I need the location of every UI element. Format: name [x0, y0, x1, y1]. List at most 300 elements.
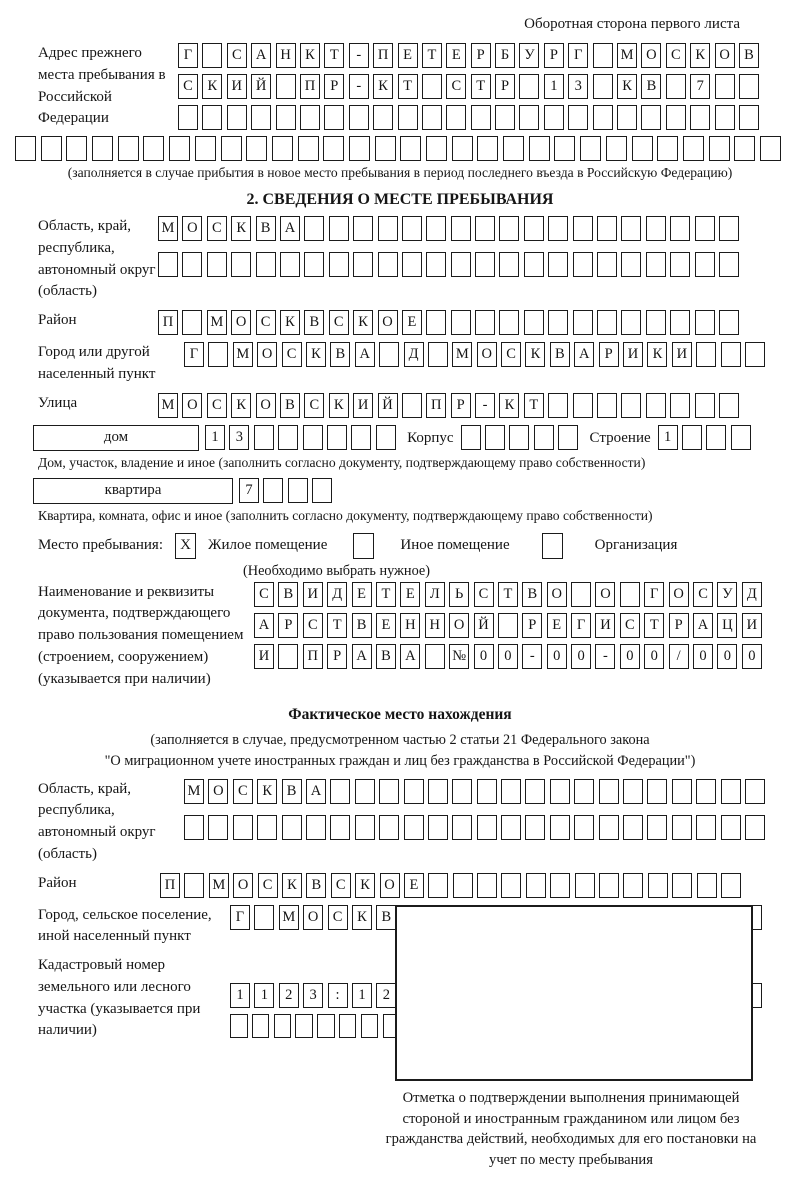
actual-region-block: [0, 779, 800, 866]
char-box: 2: [376, 983, 396, 1008]
char-box: [351, 425, 371, 450]
char-box: [288, 478, 308, 503]
char-box: К: [690, 43, 710, 68]
char-box: С: [256, 310, 276, 335]
char-box: [404, 815, 424, 840]
char-box: [573, 393, 593, 418]
char-box: Р: [278, 613, 298, 638]
char-box: Р: [599, 342, 619, 367]
char-box: Г: [644, 582, 664, 607]
char-box: Н: [400, 613, 420, 638]
char-box: Ц: [717, 613, 737, 638]
char-box: [208, 342, 228, 367]
char-box: 0: [620, 644, 640, 669]
char-box: К: [617, 74, 637, 99]
actual-location-note: [0, 730, 800, 771]
char-box: [475, 216, 495, 241]
char-box: [544, 105, 564, 130]
char-box: [498, 613, 518, 638]
char-box: [379, 815, 399, 840]
actual-city-label: Город, сельское поселение, иной населенный пункт: [38, 906, 212, 945]
char-box: М: [209, 873, 229, 898]
char-box: [574, 815, 594, 840]
char-box: 1: [230, 983, 250, 1008]
char-box: [623, 815, 643, 840]
header-note: Оборотная сторона первого листа: [524, 16, 740, 32]
char-box: [524, 216, 544, 241]
char-box: [548, 252, 568, 277]
char-box: М: [158, 216, 178, 241]
char-box: [573, 310, 593, 335]
actual-district-block: [0, 873, 800, 898]
char-box: Т: [376, 582, 396, 607]
char-box: [428, 779, 448, 804]
stroenie-cells: [658, 425, 756, 450]
char-box: [373, 105, 393, 130]
char-box: В: [256, 216, 276, 241]
char-box: [597, 393, 617, 418]
char-box: [632, 136, 653, 161]
char-box: [233, 815, 253, 840]
char-box: Р: [471, 43, 491, 68]
char-box: 7: [690, 74, 710, 99]
char-box: [451, 310, 471, 335]
char-box: [361, 1014, 379, 1038]
char-grid-row: [254, 582, 766, 607]
char-box: [593, 43, 613, 68]
char-box: [329, 252, 349, 277]
char-box: [646, 216, 666, 241]
char-box: Г: [184, 342, 204, 367]
region-grid: [158, 216, 743, 277]
char-box: Е: [398, 43, 418, 68]
char-box: [606, 136, 627, 161]
char-box: 0: [474, 644, 494, 669]
char-box: [501, 873, 521, 898]
char-box: С: [693, 582, 713, 607]
char-box: [719, 252, 739, 277]
char-box: К: [355, 873, 375, 898]
char-box: [231, 252, 251, 277]
char-box: [672, 815, 692, 840]
actual-region-label: Область, край, республика, автономный округ (область): [38, 780, 156, 862]
char-box: [550, 873, 570, 898]
char-box: [330, 779, 350, 804]
house-row: [0, 425, 800, 451]
char-box: [422, 105, 442, 130]
char-box: И: [227, 74, 247, 99]
char-box: [550, 779, 570, 804]
char-box: И: [623, 342, 643, 367]
district-label: Район: [38, 312, 77, 328]
city-block: [0, 342, 800, 386]
char-box: [230, 1014, 248, 1038]
char-box: Е: [400, 582, 420, 607]
char-box: У: [717, 582, 737, 607]
char-box: О: [715, 43, 735, 68]
char-box: В: [739, 43, 759, 68]
char-box: К: [499, 393, 519, 418]
char-box: 1: [352, 983, 372, 1008]
char-box: Е: [402, 310, 422, 335]
note-line-1: (заполняется в случае, предусмотренном частью 2 статьи 21 Федерального закона: [150, 732, 650, 749]
char-box: О: [378, 310, 398, 335]
char-box: [745, 342, 765, 367]
char-box: [451, 252, 471, 277]
region-block: [0, 216, 800, 303]
char-box: 1: [658, 425, 678, 450]
char-box: 1: [254, 983, 274, 1008]
char-box: [15, 136, 36, 161]
char-box: [446, 105, 466, 130]
char-box: [548, 393, 568, 418]
char-box: [475, 252, 495, 277]
char-box: [428, 342, 448, 367]
char-box: [731, 425, 751, 450]
char-box: О: [233, 873, 253, 898]
char-box: [695, 393, 715, 418]
char-box: П: [426, 393, 446, 418]
char-box: 7: [239, 478, 259, 503]
char-box: [721, 779, 741, 804]
char-box: Н: [276, 43, 296, 68]
char-box: [721, 342, 741, 367]
char-box: [646, 310, 666, 335]
city-label: Город или другой населенный пункт: [38, 344, 156, 382]
char-box: [721, 873, 741, 898]
char-box: М: [452, 342, 472, 367]
char-box: А: [280, 216, 300, 241]
char-box: Е: [404, 873, 424, 898]
char-box: [695, 216, 715, 241]
char-box: [184, 873, 204, 898]
char-box: К: [352, 905, 372, 930]
char-box: [501, 815, 521, 840]
char-box: С: [258, 873, 278, 898]
char-box: [254, 425, 274, 450]
char-box: [519, 105, 539, 130]
char-box: М: [617, 43, 637, 68]
option-other-premises-label: Иное помещение: [400, 537, 510, 553]
char-box: [524, 310, 544, 335]
char-box: К: [525, 342, 545, 367]
char-box: [657, 136, 678, 161]
char-box: [276, 105, 296, 130]
char-box: С: [329, 310, 349, 335]
char-box: И: [353, 393, 373, 418]
char-box: [647, 779, 667, 804]
char-box: [426, 136, 447, 161]
char-box: [715, 105, 735, 130]
char-box: В: [641, 74, 661, 99]
char-box: О: [547, 582, 567, 607]
prev-address-grid: [178, 43, 763, 130]
note-line-2: "О миграционном учете иностранных граждан и лиц без гражданства в Российской Федерации"): [104, 752, 696, 769]
char-box: Т: [324, 43, 344, 68]
actual-district-label: Район: [38, 874, 77, 891]
char-box: [278, 425, 298, 450]
char-box: [695, 310, 715, 335]
char-box: [501, 779, 521, 804]
char-box: Р: [522, 613, 542, 638]
char-box: У: [519, 43, 539, 68]
char-box: -: [349, 74, 369, 99]
char-box: [92, 136, 113, 161]
char-box: М: [184, 779, 204, 804]
char-box: Т: [422, 43, 442, 68]
char-box: :: [328, 983, 348, 1008]
char-box: 2: [279, 983, 299, 1008]
char-box: [327, 425, 347, 450]
char-box: М: [158, 393, 178, 418]
char-box: О: [182, 393, 202, 418]
char-box: В: [280, 393, 300, 418]
char-box: [169, 136, 190, 161]
char-box: [696, 815, 716, 840]
char-box: [453, 873, 473, 898]
char-box: [349, 136, 370, 161]
char-box: [524, 252, 544, 277]
house-label-box: дом: [33, 425, 199, 451]
char-box: [719, 393, 739, 418]
char-box: -: [522, 644, 542, 669]
char-box: Н: [425, 613, 445, 638]
char-box: [475, 310, 495, 335]
char-box: О: [641, 43, 661, 68]
char-box: [306, 815, 326, 840]
actual-region-grid: [184, 779, 769, 840]
char-box: [670, 252, 690, 277]
char-box: [118, 136, 139, 161]
char-box: [272, 136, 293, 161]
char-box: Т: [327, 613, 347, 638]
char-box: [670, 393, 690, 418]
apartment-cells: [239, 478, 337, 503]
char-box: С: [282, 342, 302, 367]
char-box: О: [449, 613, 469, 638]
char-box: К: [647, 342, 667, 367]
char-box: [499, 252, 519, 277]
char-box: А: [574, 342, 594, 367]
char-box: [477, 779, 497, 804]
char-box: В: [282, 779, 302, 804]
char-box: [379, 779, 399, 804]
char-box: [263, 478, 283, 503]
char-box: [339, 1014, 357, 1038]
char-box: А: [400, 644, 420, 669]
char-box: [672, 779, 692, 804]
char-box: [477, 873, 497, 898]
char-box: [400, 136, 421, 161]
char-box: [317, 1014, 335, 1038]
char-box: А: [693, 613, 713, 638]
char-box: [295, 1014, 313, 1038]
char-box: [329, 216, 349, 241]
char-box: В: [278, 582, 298, 607]
district-block: [0, 310, 800, 335]
document-label: Наименование и реквизиты документа, подтверждающего право пользования помещением (строением, сооружением) (указывается при наличии): [38, 583, 244, 687]
char-box: А: [251, 43, 271, 68]
char-box: [580, 136, 601, 161]
document-grid: [254, 582, 766, 669]
char-grid-row: [158, 393, 743, 418]
char-box: О: [380, 873, 400, 898]
char-box: [760, 136, 781, 161]
char-grid-row: [184, 779, 769, 804]
char-box: [428, 873, 448, 898]
char-box: [568, 105, 588, 130]
char-box: [353, 216, 373, 241]
char-box: [452, 779, 472, 804]
document-block: [0, 582, 800, 691]
char-box: [280, 252, 300, 277]
char-box: [312, 478, 332, 503]
char-box: [202, 43, 222, 68]
char-box: К: [300, 43, 320, 68]
char-box: Ь: [449, 582, 469, 607]
char-box: [599, 873, 619, 898]
actual-location-title: Фактическое место нахождения: [288, 706, 512, 724]
char-box: М: [233, 342, 253, 367]
char-grid-row: [254, 613, 766, 638]
checkbox-organization: [542, 533, 563, 559]
char-box: [402, 393, 422, 418]
char-box: В: [330, 342, 350, 367]
char-box: [349, 105, 369, 130]
char-box: [641, 105, 661, 130]
char-box: [696, 342, 716, 367]
char-box: [355, 815, 375, 840]
char-box: [593, 74, 613, 99]
char-box: [254, 905, 274, 930]
char-box: О: [595, 582, 615, 607]
char-box: [477, 815, 497, 840]
char-grid-row: [178, 105, 763, 130]
char-grid-row: [184, 815, 769, 840]
char-box: [426, 216, 446, 241]
stay-type-label: Место пребывания:: [38, 537, 163, 553]
char-box: С: [303, 613, 323, 638]
char-box: [499, 310, 519, 335]
char-box: [709, 136, 730, 161]
char-box: [721, 815, 741, 840]
char-grid-row: [178, 43, 763, 68]
char-box: К: [353, 310, 373, 335]
char-box: С: [446, 74, 466, 99]
char-box: [426, 310, 446, 335]
char-box: 3: [568, 74, 588, 99]
char-box: [648, 873, 668, 898]
char-box: [646, 393, 666, 418]
char-box: О: [231, 310, 251, 335]
char-box: А: [352, 644, 372, 669]
char-box: [574, 779, 594, 804]
char-box: [690, 105, 710, 130]
checkbox-other-premises: [353, 533, 374, 559]
char-box: К: [373, 74, 393, 99]
char-box: Е: [376, 613, 396, 638]
char-box: [623, 873, 643, 898]
char-box: [499, 216, 519, 241]
char-box: [304, 216, 324, 241]
char-box: [353, 252, 373, 277]
char-box: О: [182, 216, 202, 241]
char-box: [276, 74, 296, 99]
char-box: [719, 216, 739, 241]
char-box: [41, 136, 62, 161]
char-box: Й: [251, 74, 271, 99]
char-box: М: [207, 310, 227, 335]
char-box: [485, 425, 505, 450]
char-box: Е: [446, 43, 466, 68]
char-box: [647, 815, 667, 840]
char-box: [461, 425, 481, 450]
char-box: [621, 252, 641, 277]
char-box: [471, 105, 491, 130]
char-box: Т: [644, 613, 664, 638]
char-box: О: [208, 779, 228, 804]
char-box: [402, 252, 422, 277]
stay-type-row: [0, 533, 800, 559]
char-box: [519, 74, 539, 99]
char-box: Т: [471, 74, 491, 99]
char-box: [571, 582, 591, 607]
char-box: [697, 873, 717, 898]
char-box: К: [231, 393, 251, 418]
korpus-label: Корпус: [407, 429, 454, 446]
char-box: [525, 779, 545, 804]
char-box: П: [300, 74, 320, 99]
char-box: [256, 252, 276, 277]
char-box: [534, 425, 554, 450]
char-box: С: [227, 43, 247, 68]
char-box: С: [501, 342, 521, 367]
char-box: [426, 252, 446, 277]
char-box: Р: [544, 43, 564, 68]
stroenie-label: Строение: [589, 429, 651, 446]
char-box: С: [178, 74, 198, 99]
char-box: Р: [669, 613, 689, 638]
char-box: Й: [474, 613, 494, 638]
char-box: В: [376, 905, 396, 930]
checkbox-residential: X: [175, 533, 196, 559]
char-box: 0: [644, 644, 664, 669]
char-box: [495, 105, 515, 130]
char-box: [646, 252, 666, 277]
char-box: [375, 136, 396, 161]
char-box: [257, 815, 277, 840]
char-box: 0: [498, 644, 518, 669]
char-grid-row: [178, 74, 763, 99]
char-box: [303, 425, 323, 450]
char-box: [251, 105, 271, 130]
char-box: М: [279, 905, 299, 930]
char-box: В: [352, 613, 372, 638]
char-box: В: [376, 644, 396, 669]
char-box: Е: [547, 613, 567, 638]
char-box: С: [254, 582, 274, 607]
char-box: [617, 105, 637, 130]
char-box: [597, 252, 617, 277]
prev-address-overflow-row: [0, 136, 800, 161]
char-box: С: [207, 216, 227, 241]
char-box: К: [306, 342, 326, 367]
confirmation-caption: Отметка о подтверждении выполнения принимающей стороной и иностранным гражданином или лицом без гражданства действий, необходимых для его постановки на учет по месту пребывания: [385, 1090, 757, 1169]
char-box: [227, 105, 247, 130]
prev-address-block: [0, 43, 800, 130]
char-box: [670, 216, 690, 241]
char-box: [554, 136, 575, 161]
